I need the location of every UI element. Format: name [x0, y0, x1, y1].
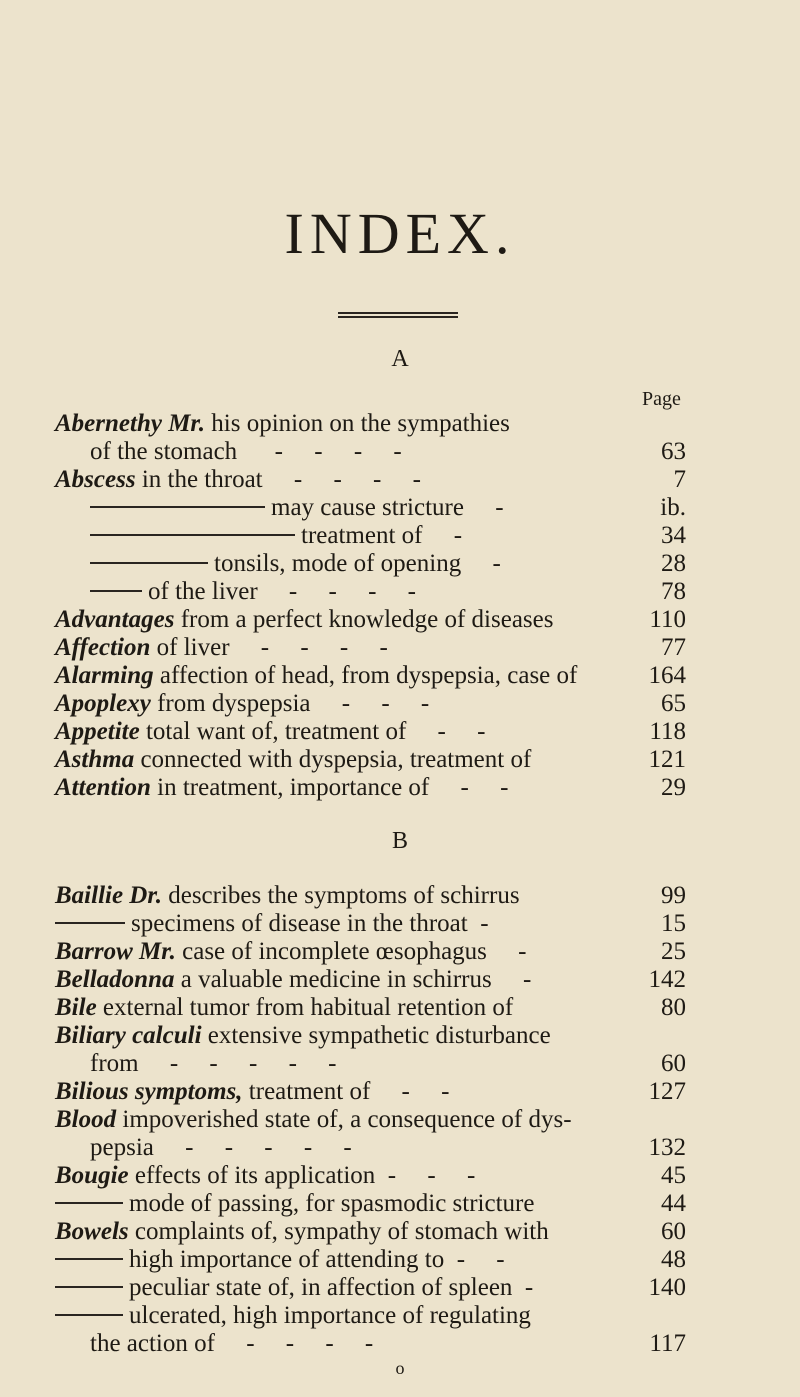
entry-term: Asthma — [55, 746, 135, 773]
entry-text — [55, 1190, 534, 1218]
entry-term: Baillie Dr. — [55, 882, 162, 909]
entry-description: connected with dyspepsia, treatment of — [134, 746, 532, 773]
entry-description: of the stomach - - - - — [90, 438, 402, 465]
index-entry — [0, 690, 800, 718]
index-entry — [0, 410, 800, 438]
entry-page-number: 65 — [661, 690, 686, 717]
entry-page-number: 77 — [661, 634, 686, 661]
entry-page-number: 80 — [661, 994, 686, 1021]
index-entry — [0, 1106, 800, 1134]
index-entry — [0, 1302, 800, 1330]
index-entry — [0, 938, 800, 966]
entry-description: a valuable medicine in schirrus - — [174, 966, 532, 993]
section-a-entries — [0, 410, 800, 802]
entry-text — [90, 1050, 336, 1078]
entry-description: case of incomplete œsophagus - — [175, 938, 527, 965]
entry-description: complaints of, sympathy of stomach with — [128, 1218, 549, 1245]
entry-text — [55, 882, 520, 910]
entry-term: Advantages — [55, 606, 175, 633]
entry-page-number: 7 — [673, 466, 686, 493]
entry-description: from a perfect knowledge of diseases — [174, 606, 554, 633]
entry-text — [55, 1274, 533, 1302]
entry-text — [55, 718, 485, 746]
entry-text — [55, 746, 531, 774]
entry-term: Affection — [55, 634, 151, 661]
entry-text — [90, 578, 416, 606]
index-entry — [0, 774, 800, 802]
index-entry — [0, 966, 800, 994]
entry-text — [90, 494, 504, 522]
entry-text — [55, 1022, 551, 1050]
entry-description: in treatment, importance of - - — [150, 774, 509, 801]
repeat-dash — [55, 1258, 123, 1260]
entry-page-number: 60 — [661, 1050, 686, 1077]
page-title: INDEX. — [284, 201, 516, 266]
index-entry — [0, 606, 800, 634]
index-entry — [0, 1190, 800, 1218]
repeat-dash — [55, 1286, 123, 1288]
index-entry — [0, 662, 800, 690]
index-entry — [0, 718, 800, 746]
entry-text — [55, 1078, 449, 1106]
entry-description: tonsils, mode of opening - — [214, 550, 501, 577]
index-entry — [0, 1050, 800, 1078]
index-entry — [0, 1134, 800, 1162]
entry-description: total want of, treatment of - - — [139, 718, 486, 745]
entry-term: Abscess — [55, 466, 136, 493]
entry-description: high importance of attending to - - — [129, 1246, 505, 1273]
index-entry — [0, 466, 800, 494]
signature-mark: o — [395, 1358, 405, 1378]
entry-term: Appetite — [55, 718, 140, 745]
entry-description: pepsia - - - - - — [90, 1134, 352, 1161]
index-entry — [0, 994, 800, 1022]
entry-page-number: 78 — [661, 578, 686, 605]
entry-text — [90, 550, 501, 578]
entry-description: external tumor from habitual retention of — [96, 994, 514, 1021]
entry-description: describes the symptoms of schirrus — [161, 882, 520, 909]
entry-page-number: 60 — [661, 1218, 686, 1245]
index-entry — [0, 882, 800, 910]
entry-description: may cause stricture - — [271, 494, 504, 521]
entry-term: Bilious symptoms, — [55, 1078, 243, 1105]
entry-description: treatment of - — [301, 522, 463, 549]
entry-term: Bowels — [55, 1218, 129, 1245]
index-entry — [0, 522, 800, 550]
index-entry — [0, 1274, 800, 1302]
entry-page-number: 110 — [649, 606, 686, 633]
entry-page-number: 117 — [649, 1330, 686, 1357]
entry-text — [55, 966, 531, 994]
index-entry — [0, 438, 800, 466]
index-entry — [0, 1330, 800, 1358]
entry-page-number: 44 — [661, 1190, 686, 1217]
repeat-dash — [90, 590, 142, 592]
entry-description: mode of passing, for spasmodic stricture — [129, 1190, 535, 1217]
section-letter-a: A — [391, 346, 409, 372]
entry-text — [90, 1134, 352, 1162]
entry-text — [55, 410, 510, 438]
entry-text — [55, 662, 577, 690]
entry-term: Belladonna — [55, 966, 175, 993]
entry-page-number: 29 — [661, 774, 686, 801]
index-entry — [0, 910, 800, 938]
entry-text — [55, 690, 429, 718]
entry-text — [55, 466, 421, 494]
entry-page-number: 63 — [661, 438, 686, 465]
entry-page-number: 48 — [661, 1246, 686, 1273]
entry-term: Attention — [55, 774, 151, 801]
entry-page-number: 99 — [661, 882, 686, 909]
entry-description: from dyspepsia - - - — [150, 690, 430, 717]
entry-page-number: 140 — [648, 1274, 686, 1301]
entry-term: Biliary calculi — [55, 1022, 202, 1049]
index-entry — [0, 550, 800, 578]
entry-description: ulcerated, high importance of regulating — [129, 1302, 531, 1329]
entry-description: the action of - - - - — [90, 1330, 374, 1357]
page-column-heading: Page — [642, 388, 681, 410]
entry-text — [55, 606, 553, 634]
repeat-dash — [55, 1202, 123, 1204]
index-entry — [0, 1162, 800, 1190]
entry-page-number: 15 — [661, 910, 686, 937]
entry-term: Bougie — [55, 1162, 129, 1189]
entry-page-number: 127 — [648, 1078, 686, 1105]
entry-page-number: 34 — [661, 522, 686, 549]
entry-term: Bile — [55, 994, 97, 1021]
entry-text — [55, 1106, 572, 1134]
entry-text — [55, 910, 489, 938]
entry-description: impoverished state of, a consequence of dys- — [116, 1106, 572, 1133]
entry-page-number: 142 — [648, 966, 686, 993]
entry-description: from - - - - - — [90, 1050, 337, 1077]
index-entry — [0, 1022, 800, 1050]
entry-description: extensive sympathetic disturbance — [201, 1022, 551, 1049]
index-entry — [0, 578, 800, 606]
entry-text — [55, 774, 508, 802]
repeat-dash — [90, 562, 208, 564]
entry-description: peculiar state of, in affection of spleen - — [129, 1274, 534, 1301]
entry-term: Abernethy Mr. — [55, 410, 206, 437]
index-entry — [0, 1218, 800, 1246]
entry-text — [55, 938, 527, 966]
entry-description: of the liver - - - - — [148, 578, 416, 605]
entry-description: affection of head, from dyspepsia, case of — [153, 662, 578, 689]
entry-term: Blood — [55, 1106, 117, 1133]
entry-text — [55, 1246, 505, 1274]
entry-page-number: 121 — [648, 746, 686, 773]
section-b-entries — [0, 882, 800, 1358]
entry-term: Alarming — [55, 662, 154, 689]
entry-text — [55, 1218, 549, 1246]
entry-page-number: 28 — [661, 550, 686, 577]
entry-page-number: ib. — [660, 494, 686, 521]
index-entry — [0, 494, 800, 522]
entry-page-number: 164 — [648, 662, 686, 689]
entry-text — [55, 1302, 531, 1330]
section-letter-b: B — [391, 828, 408, 854]
entry-term: Barrow Mr. — [55, 938, 176, 965]
entry-description: in the throat - - - - — [135, 466, 421, 493]
index-entry — [0, 1078, 800, 1106]
index-entry — [0, 634, 800, 662]
entry-page-number: 25 — [661, 938, 686, 965]
entry-description: of liver - - - - — [150, 634, 388, 661]
entry-description: effects of its application - - - — [128, 1162, 476, 1189]
entry-description: specimens of disease in the throat - — [131, 910, 489, 937]
entry-term: Apoplexy — [55, 690, 151, 717]
entry-page-number: 45 — [661, 1162, 686, 1189]
entry-text — [90, 522, 462, 550]
repeat-dash — [55, 922, 125, 924]
repeat-dash — [55, 1314, 123, 1316]
index-entry — [0, 1246, 800, 1274]
index-entry — [0, 746, 800, 774]
entry-page-number: 118 — [649, 718, 686, 745]
repeat-dash — [90, 534, 295, 536]
entry-text — [55, 994, 513, 1022]
title-rule — [338, 312, 458, 320]
entry-text — [90, 438, 402, 466]
entry-text — [55, 634, 388, 662]
entry-text — [90, 1330, 373, 1358]
entry-description: his opinion on the sympathies — [205, 410, 510, 437]
entry-text — [55, 1162, 475, 1190]
entry-description: treatment of - - — [242, 1078, 450, 1105]
entry-page-number: 132 — [648, 1134, 686, 1161]
repeat-dash — [90, 506, 265, 508]
